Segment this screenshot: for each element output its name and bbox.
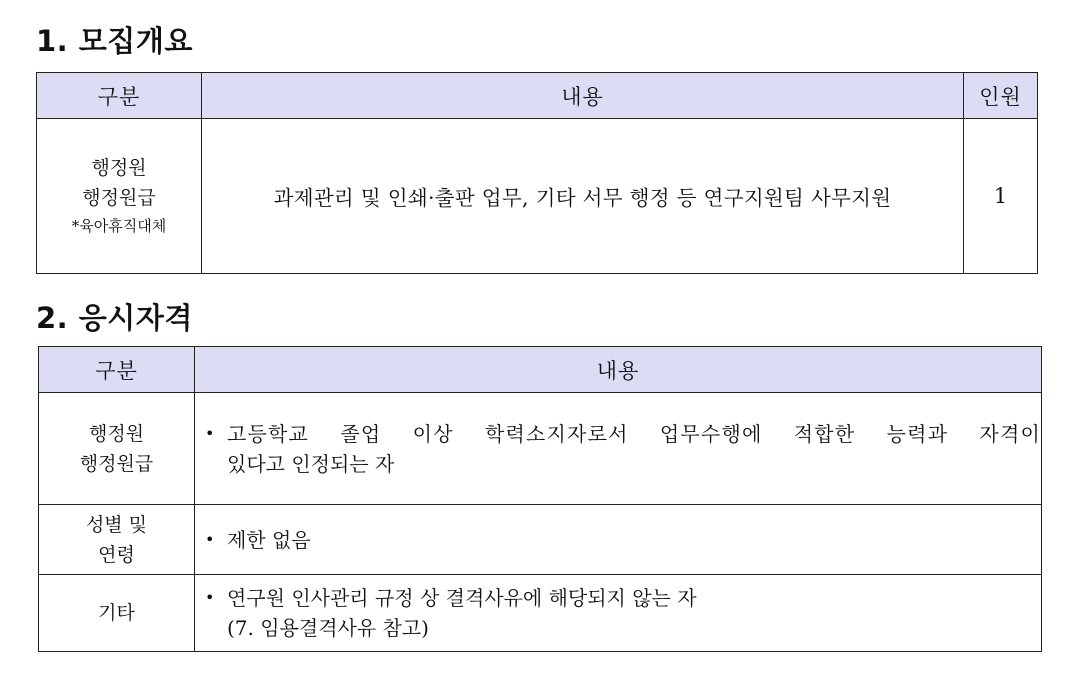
table-row: [39, 505, 1042, 575]
header-category: 구분: [39, 347, 195, 393]
header-content: 내용: [202, 73, 964, 119]
category-line: 행정원: [88, 422, 145, 445]
bullet-text: 고등학교 졸업 이상 학력소지자로서 업무수행에 적합한 능력과 자격이: [227, 421, 1041, 446]
continuation-text: (7. 임용결격사유 참고): [227, 616, 429, 640]
bullet-item: [201, 419, 1041, 449]
content-cell: [195, 505, 1042, 575]
bullet-icon: •: [205, 529, 215, 549]
content-cell: [195, 393, 1042, 505]
bullet-item: [201, 583, 1041, 613]
table-row: [39, 575, 1042, 652]
table-row: [39, 393, 1042, 505]
bullet-text: 연구원 인사관리 규정 상 결격사유에 해당되지 않는 자: [227, 586, 697, 610]
content-cell: 과제관리 및 인쇄·출판 업무, 기타 서무 행정 등 연구지원팀 사무지원: [202, 119, 964, 274]
category-line: 기타: [98, 602, 135, 624]
category-cell: [39, 575, 195, 652]
category-line: 행정원: [91, 157, 147, 179]
bullet-icon: •: [205, 588, 215, 607]
section-title-overview: 1. 모집개요: [36, 24, 193, 58]
header-count: 인원: [964, 73, 1038, 119]
header-category: 구분: [37, 73, 202, 119]
content-cell: [195, 575, 1042, 652]
bullet-text: 제한 없음: [227, 527, 311, 552]
bullet-item: [201, 525, 1041, 555]
category-line: 행정원급: [79, 452, 154, 475]
count-cell: 1: [964, 119, 1038, 274]
table-header-row: [37, 73, 1038, 119]
recruitment-overview-table: [36, 72, 1038, 274]
category-cell: [39, 505, 195, 575]
category-line: 행정원급: [82, 187, 156, 209]
section-title-qualifications: 2. 응시자격: [36, 301, 193, 335]
continuation-text: 있다고 인정되는 자: [227, 451, 395, 476]
table-row: [37, 119, 1038, 274]
category-note: *육아휴직대체: [71, 217, 167, 235]
category-line: 연령: [98, 543, 135, 566]
category-line: 성별 및: [85, 513, 148, 536]
qualifications-table: [38, 346, 1042, 652]
header-content: 내용: [195, 347, 1042, 393]
bullet-icon: •: [205, 423, 215, 443]
table-header-row: [39, 347, 1042, 393]
category-cell: [39, 393, 195, 505]
category-cell: [37, 119, 202, 274]
